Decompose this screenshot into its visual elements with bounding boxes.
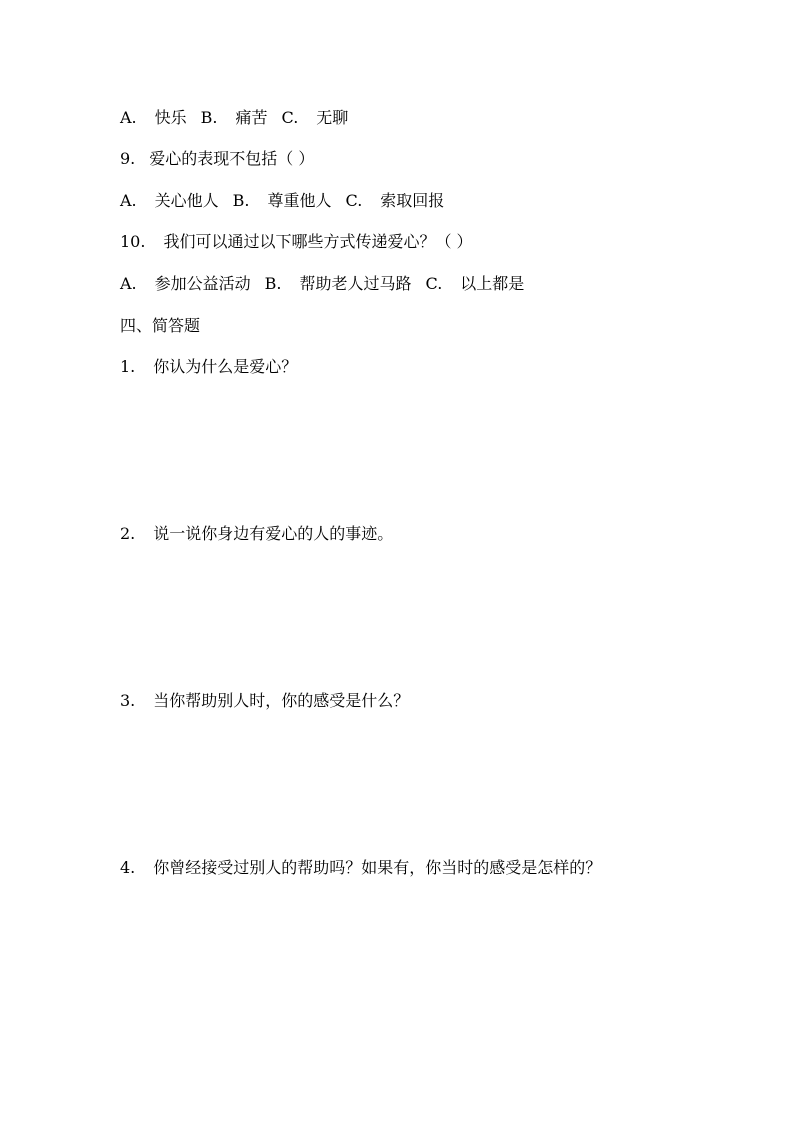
q8-options-row xyxy=(120,107,348,129)
q9-option-a-label: A. xyxy=(120,191,137,210)
short-answer-question xyxy=(120,690,409,712)
q9-options-row xyxy=(120,190,444,212)
question-number: 2. xyxy=(120,524,136,543)
question-text: 你曾经接受过别人的帮助吗？如果有，你当时的感受是怎样的？ xyxy=(153,858,602,877)
q8-option-a-text: 快乐 xyxy=(154,108,187,127)
q10-text: 我们可以通过以下哪些方式传递爱心？（ ） xyxy=(163,232,473,251)
q8-option-b-label: B. xyxy=(200,108,218,127)
question-number: 1. xyxy=(120,357,136,376)
q9-text: 爱心的表现不包括（ ） xyxy=(149,149,315,168)
question-text: 说一说你身边有爱心的人的事迹。 xyxy=(153,524,394,543)
q10-option-a-text: 参加公益活动 xyxy=(154,274,251,293)
q10-options-row xyxy=(120,273,524,295)
q9-number: 9. xyxy=(120,149,136,168)
question-number: 4. xyxy=(120,858,136,877)
short-answer-question xyxy=(120,857,601,879)
question-number: 3. xyxy=(120,691,136,710)
question-text: 你认为什么是爱心？ xyxy=(153,357,298,376)
q10-option-a-label: A. xyxy=(120,274,137,293)
q10-option-b-text: 帮助老人过马路 xyxy=(299,274,412,293)
q10-question xyxy=(120,231,473,253)
q9-option-c-label: C. xyxy=(345,191,363,210)
question-text: 当你帮助别人时，你的感受是什么？ xyxy=(153,691,410,710)
q8-option-b-text: 痛苦 xyxy=(235,108,268,127)
section-heading: 四、简答题 xyxy=(120,316,201,335)
q8-option-c-label: C. xyxy=(281,108,299,127)
q9-option-c-text: 索取回报 xyxy=(380,191,445,210)
q10-option-c-label: C. xyxy=(425,274,443,293)
q10-option-b-label: B. xyxy=(264,274,282,293)
q9-option-b-text: 尊重他人 xyxy=(267,191,332,210)
q9-question xyxy=(120,148,314,170)
q10-option-c-text: 以上都是 xyxy=(460,274,525,293)
q8-option-c-text: 无聊 xyxy=(316,108,349,127)
short-answer-question xyxy=(120,356,297,378)
q10-number: 10. xyxy=(120,232,146,251)
q9-option-b-label: B. xyxy=(232,191,250,210)
q8-option-a-label: A. xyxy=(120,108,137,127)
q9-option-a-text: 关心他人 xyxy=(154,191,219,210)
short-answer-question xyxy=(120,523,393,545)
